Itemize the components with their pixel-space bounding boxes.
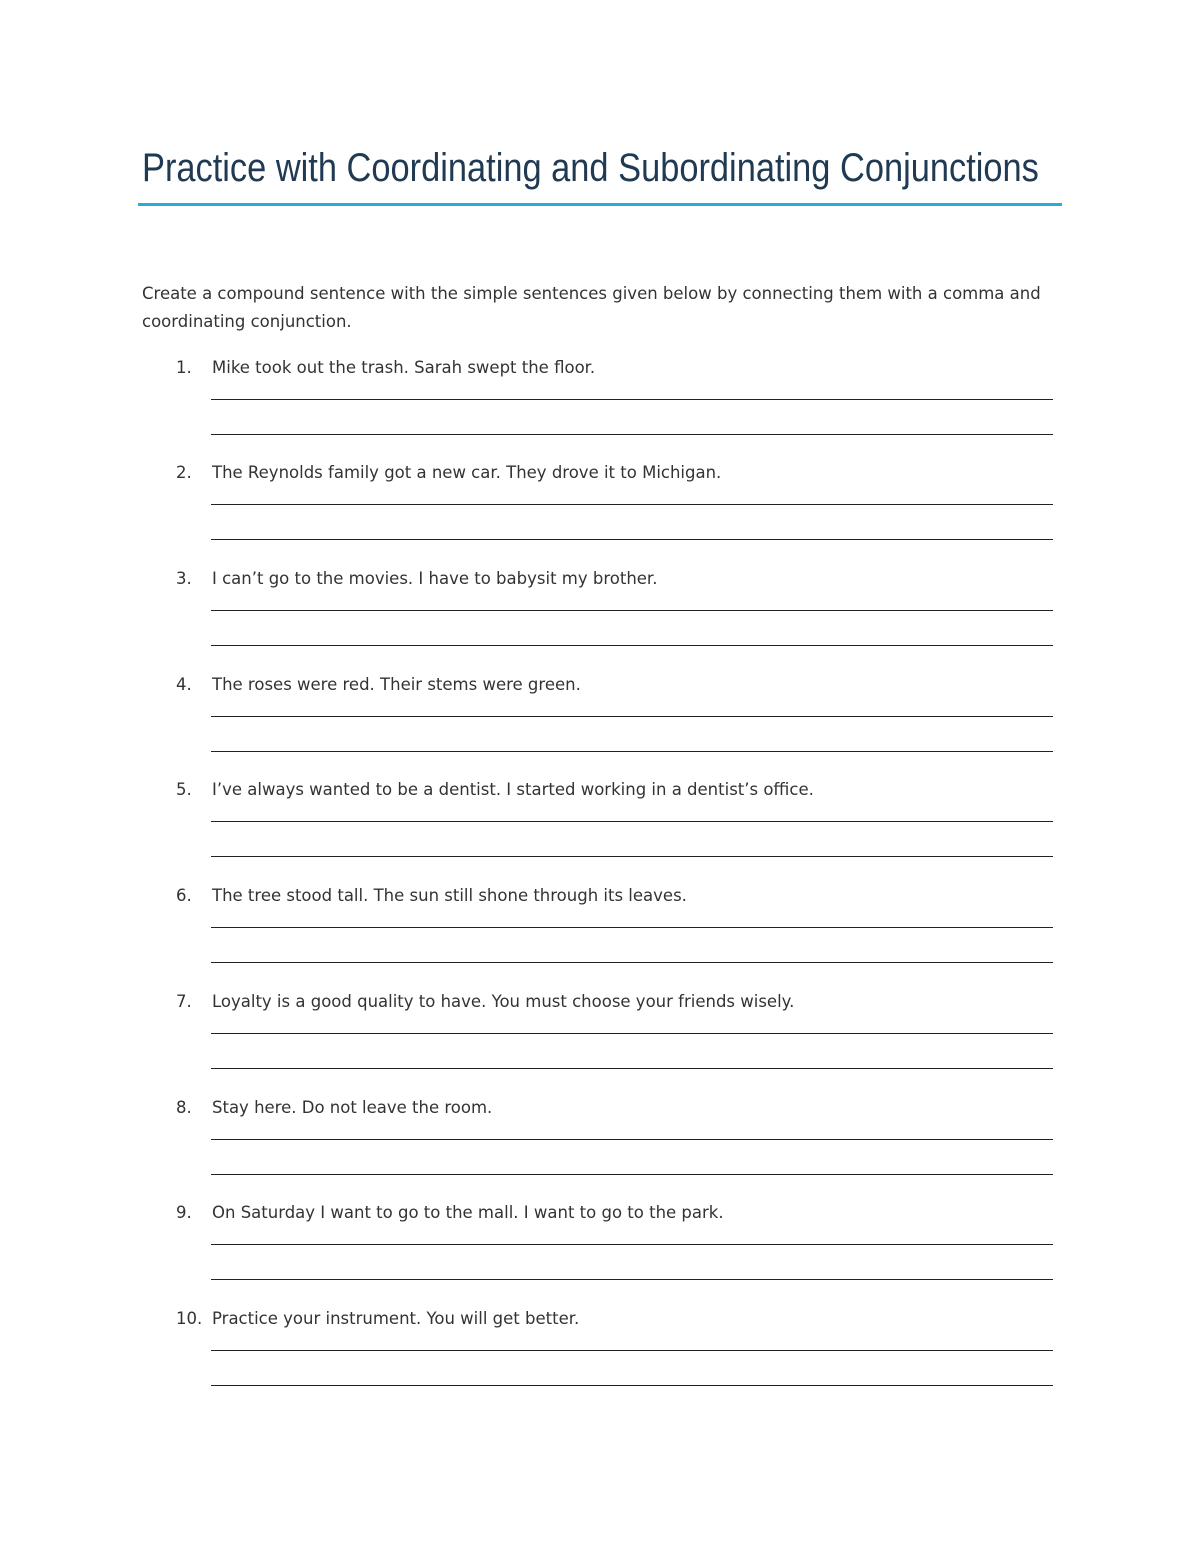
exercise-item [0,461,1200,561]
answer-line[interactable] [211,610,1053,611]
exercise-sentence: Practice your instrument. You will get better. [212,1309,580,1328]
answer-line[interactable] [211,821,1053,822]
answer-line[interactable] [211,1350,1053,1351]
exercise-sentence: I can’t go to the movies. I have to babysit my brother. [212,569,658,588]
title-underline [138,203,1062,206]
answer-line[interactable] [211,539,1053,540]
exercise-number: 8. [176,1098,192,1117]
exercise-number: 2. [176,463,192,482]
exercise-number: 5. [176,780,192,799]
exercise-sentence: Stay here. Do not leave the room. [212,1098,493,1117]
exercise-item [0,884,1200,984]
answer-line[interactable] [211,434,1053,435]
page-title: Practice with Coordinating and Subordinating Conjunctions [142,146,1039,190]
exercise-number: 7. [176,992,192,1011]
exercise-number: 4. [176,675,192,694]
exercise-sentence: Loyalty is a good quality to have. You must choose your friends wisely. [212,992,795,1011]
exercise-number: 10. [176,1309,203,1328]
exercise-sentence: The roses were red. Their stems were green. [212,675,581,694]
answer-line[interactable] [211,645,1053,646]
answer-line[interactable] [211,856,1053,857]
answer-line[interactable] [211,927,1053,928]
answer-line[interactable] [211,962,1053,963]
exercise-item [0,778,1200,878]
answer-line[interactable] [211,399,1053,400]
exercise-sentence: I’ve always wanted to be a dentist. I started working in a dentist’s office. [212,780,814,799]
exercise-item [0,356,1200,456]
answer-line[interactable] [211,1139,1053,1140]
exercise-item [0,1201,1200,1301]
exercise-item [0,990,1200,1090]
exercise-number: 9. [176,1203,192,1222]
exercise-number: 1. [176,358,192,377]
exercise-number: 6. [176,886,192,905]
exercise-sentence: On Saturday I want to go to the mall. I want to go to the park. [212,1203,724,1222]
answer-line[interactable] [211,1068,1053,1069]
answer-line[interactable] [211,1279,1053,1280]
exercise-item [0,1307,1200,1407]
exercise-item [0,673,1200,773]
answer-line[interactable] [211,504,1053,505]
exercise-number: 3. [176,569,192,588]
answer-line[interactable] [211,1174,1053,1175]
exercise-sentence: The Reynolds family got a new car. They drove it to Michigan. [212,463,722,482]
exercise-sentence: Mike took out the trash. Sarah swept the floor. [212,358,596,377]
answer-line[interactable] [211,716,1053,717]
instructions-text: Create a compound sentence with the simple sentences given below by connecting them with a comma and coordinating conjunction. [142,284,1041,331]
exercise-sentence: The tree stood tall. The sun still shone through its leaves. [212,886,687,905]
answer-line[interactable] [211,1033,1053,1034]
answer-line[interactable] [211,1385,1053,1386]
exercise-item [0,567,1200,667]
exercise-item [0,1096,1200,1196]
answer-line[interactable] [211,1244,1053,1245]
answer-line[interactable] [211,751,1053,752]
